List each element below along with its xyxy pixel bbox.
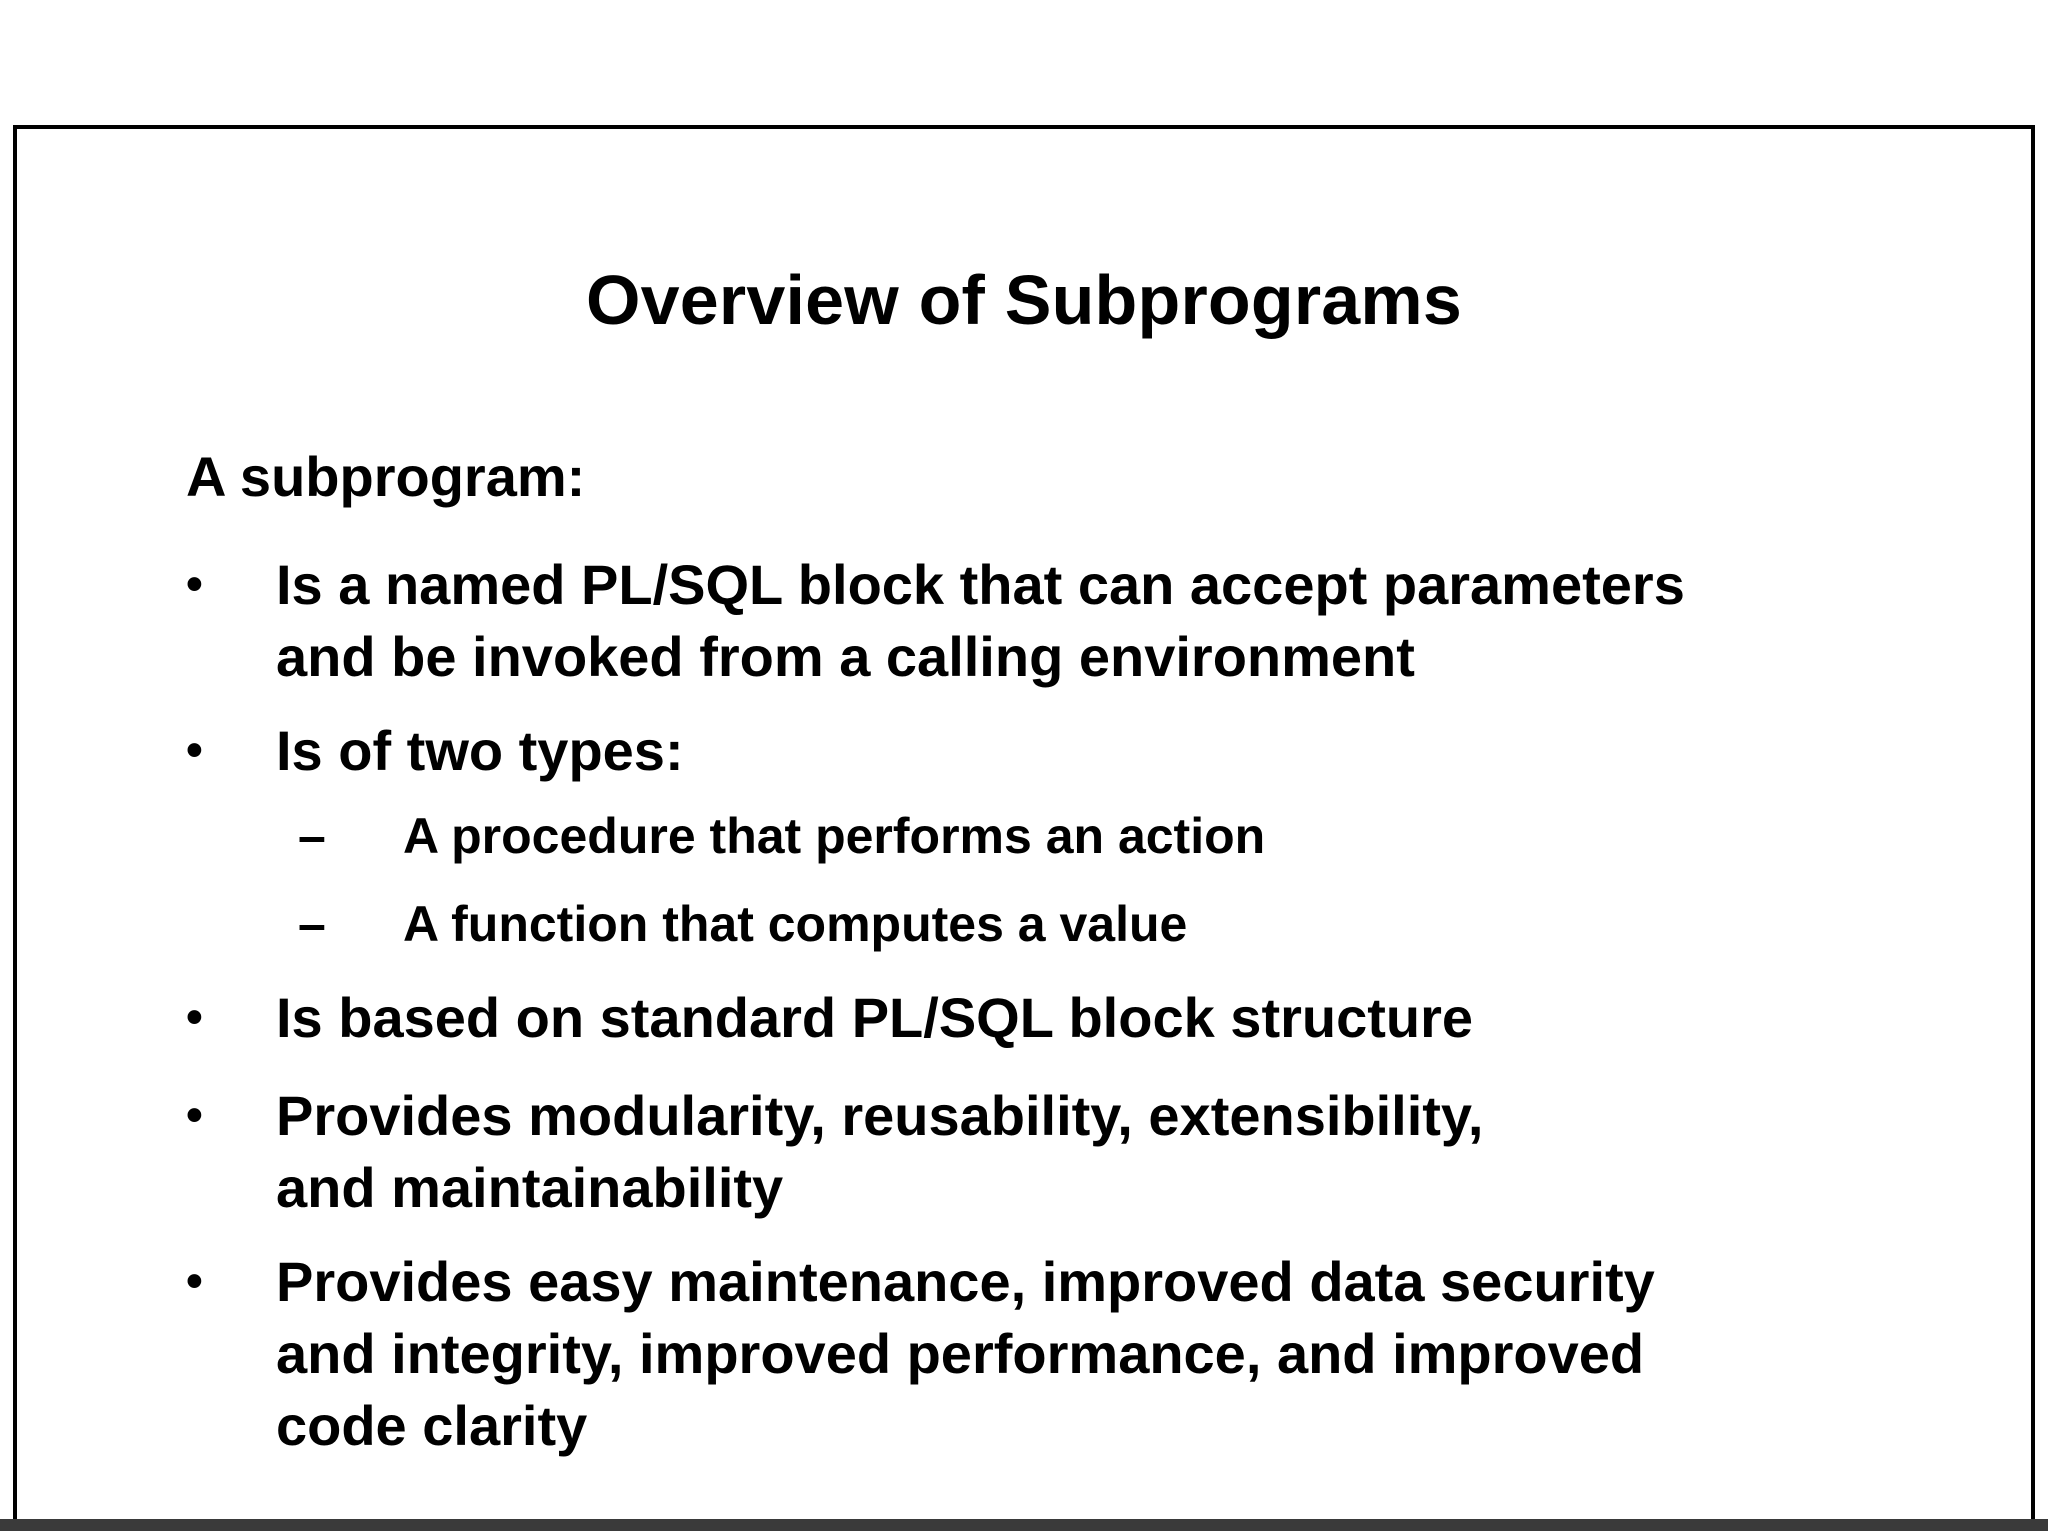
dash-marker: – — [298, 896, 326, 952]
bullet-text: Provides modularity, reusability, extensibility, and maintainability — [276, 1084, 1484, 1219]
bullet-text: Provides easy maintenance, improved data security and integrity, improved performance, and improved code clarity — [276, 1250, 1655, 1457]
slide-title: Overview of Subprograms — [586, 261, 1462, 339]
bottom-bar — [0, 1519, 2048, 1531]
sub-bullet-text: A function that computes a value — [403, 896, 1188, 952]
bullet-text: Is based on standard PL/SQL block structure — [276, 986, 1474, 1049]
intro-text: A subprogram: — [186, 445, 586, 508]
bullet-marker: • — [186, 724, 203, 777]
bullet-text: Is of two types: — [276, 719, 684, 782]
sub-bullet-text: A procedure that performs an action — [403, 808, 1266, 864]
bullet-marker: • — [186, 991, 203, 1044]
bullet-marker: • — [186, 558, 203, 611]
slide-frame — [13, 125, 2035, 1531]
dash-marker: – — [298, 808, 326, 864]
bullet-marker: • — [186, 1255, 203, 1308]
bullet-text: Is a named PL/SQL block that can accept parameters and be invoked from a calling environment — [276, 553, 1685, 688]
bullet-marker: • — [186, 1089, 203, 1142]
